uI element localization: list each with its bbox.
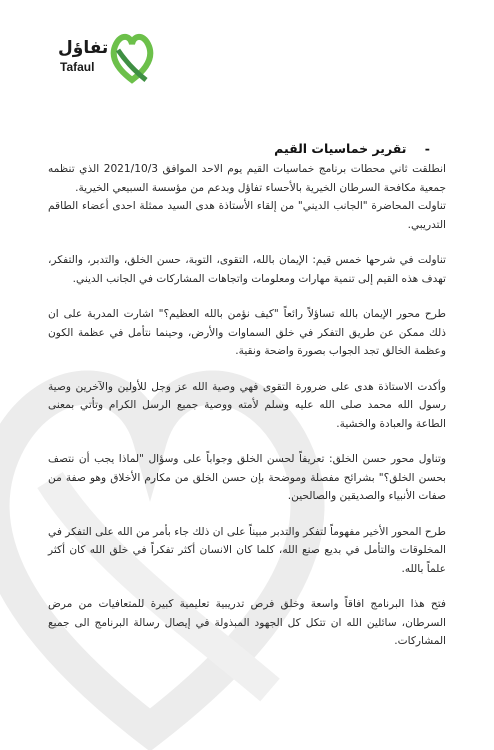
paragraph-good-manners: وتناول محور حسن الخلق: تعريفاً لحسن الخلق وجواباً على وسؤال "لماذا يجب أن نتصف بحسن الخلق؟" بشرائح مفصلة وموضحة بإن حسن الخلق من مكارم الأخلاق وهو صفة من صفات الأنبياء والصديقين والصالحين.	[48, 453, 446, 502]
document-title-row	[274, 141, 430, 156]
paragraph-faith: طرح محور الإيمان بالله تساؤلاً رائعاً "كيف نؤمن بالله العظيم؟" اشارت المدربة على ان ذلك ممكن عن طريق التفكر في خلق السماوات والأرض، وحينما نتأمل في عظمة الكون وعظمة الخالق تجد الجواب بصورة واضحة ونقية.	[48, 308, 446, 357]
paragraph-lecture: تناولت المحاضرة "الجانب الديني" من إلقاء الأستاذة هدى السيد ممثلة احدى أعضاء الطاقم التدريبي.	[48, 200, 446, 231]
document-body	[48, 160, 446, 668]
paragraph-intro: انطلقت ثاني محطات برنامج خماسيات القيم يوم الاحد الموافق 2021/10/3 الذي تنظمه جمعية مكافحة السرطان الخيرية بالأحساء تفاؤل وبدعم من مؤسسة السبيعي الخيرية.	[48, 163, 446, 194]
logo-arabic-name: تفاؤل	[58, 38, 109, 58]
paragraph-reflection: طرح المحور الأخير مفهوماً لتفكر والتدبر مبيناً على ان ذلك جاء بأمر من الله على التفكر في المخلوقات والتأمل في بديع صنع الله، كلما كان الانسان أكثر تفكراً في خلق الله كان أكثر علماً بالله.	[48, 525, 446, 575]
paragraph-five-values: تناولت في شرحها خمس قيم: الإيمان بالله، التقوى، التوبة، حسن الخلق، والتدبر، والتفكر، تهدف هذه القيم إلى تنمية مهارات ومعلومات واتجاهات المشاركات في الجانب الديني.	[48, 254, 446, 285]
paragraph-piety: وأكدت الاستاذة هدى على ضرورة التقوى فهي وصية الله عز وجل للأولين والآخرين وصية رسول الله محمد صلى الله عليه وسلم لأمته ووصية جميع الرسل الكرام وتأتي بمعنى الطاعة والعبادة والخشية.	[48, 380, 446, 430]
title-bullet: -	[424, 141, 430, 156]
logo-ribbon-icon	[50, 28, 160, 88]
logo-english-name: Tafaul	[60, 60, 95, 74]
document-title: تقرير خماسيات القيم	[274, 141, 407, 156]
paragraph-conclusion: فتح هذا البرنامج افاقاً واسعة وخلق فرص تدريبية تعليمية كبيرة للمتعافيات من مرض السرطان، سائلين الله ان تتكل كل الجهود المبذولة في إيصال رسالة البرنامج الى جميع المشاركات.	[48, 598, 446, 647]
